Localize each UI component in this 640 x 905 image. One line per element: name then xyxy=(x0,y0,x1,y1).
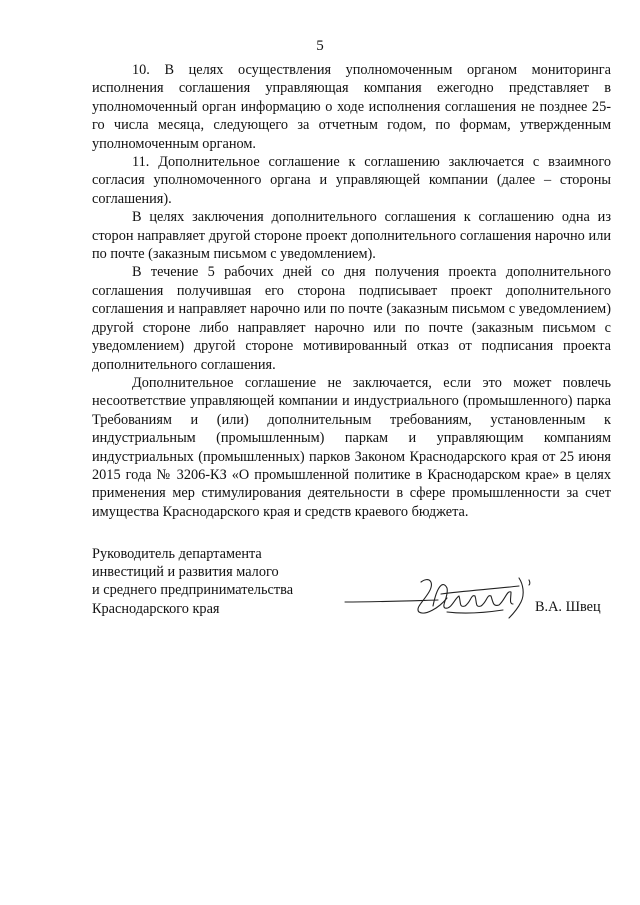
paragraph-draft-sending: В целях заключения дополнительного соглашения к соглашению одна из сторон направляет другой стороне проект дополнительного соглашения нарочно или по почте (заказным письмом с уведомлением). xyxy=(92,209,611,263)
signatory-title-line: Руководитель департамента xyxy=(92,546,262,562)
handwritten-signature xyxy=(343,572,543,620)
page-number: 5 xyxy=(316,38,324,54)
signatory-title xyxy=(92,545,293,618)
signatory-title-line: инвестиций и развития малого xyxy=(92,564,279,581)
paragraph-refusal-conditions: Дополнительное соглашение не заключается, если это может повлечь несоответствие управляющей компании и индустриального (промышленного) парка Требованиям и (или) дополнительным требованиям, установленным к индустриальным (промышленным) паркам и управляющим компаниям индустриальных (промышленных) парков Законом Краснодарского края от 25 июня 2015 года № 3206-КЗ «О промышленной политике в Краснодарском крае» в целях применения мер стимулирования деятельности в сфере промышленности за счет имущества Краснодарского края и средств краевого бюджета. xyxy=(92,374,611,520)
signatory-title-line: Краснодарского края xyxy=(92,600,220,617)
signatory-title-line: и среднего предпринимательства xyxy=(92,582,294,599)
signatory-name: В.А. Швец xyxy=(535,599,601,615)
paragraph-signing-period: В течение 5 рабочих дней со дня получения проекта дополнительного соглашения получившая его сторона подписывает проект дополнительного соглашения и направляет нарочно или по почте (заказным письмом с уведомлением) другой стороне либо направляет нарочно или по почте (заказным письмом с уведомлением) другой стороне мотивированный отказ от подписания проекта дополнительного соглашения. xyxy=(92,264,611,373)
document-body xyxy=(92,61,611,521)
paragraph-11: 11. Дополнительное соглашение к соглашению заключается с взаимного согласия уполномоченного органа и управляющей компании (далее – стороны соглашения). xyxy=(92,154,611,207)
paragraph-10: 10. В целях осуществления уполномоченным органом мониторинга исполнения соглашения управляющая компания ежегодно представляет в уполномоченный орган информацию о ходе исполнения соглашения не позднее 25-го числа месяца, следующего за отчетным годом, по формам, утвержденным уполномоченным органом. xyxy=(92,62,611,152)
